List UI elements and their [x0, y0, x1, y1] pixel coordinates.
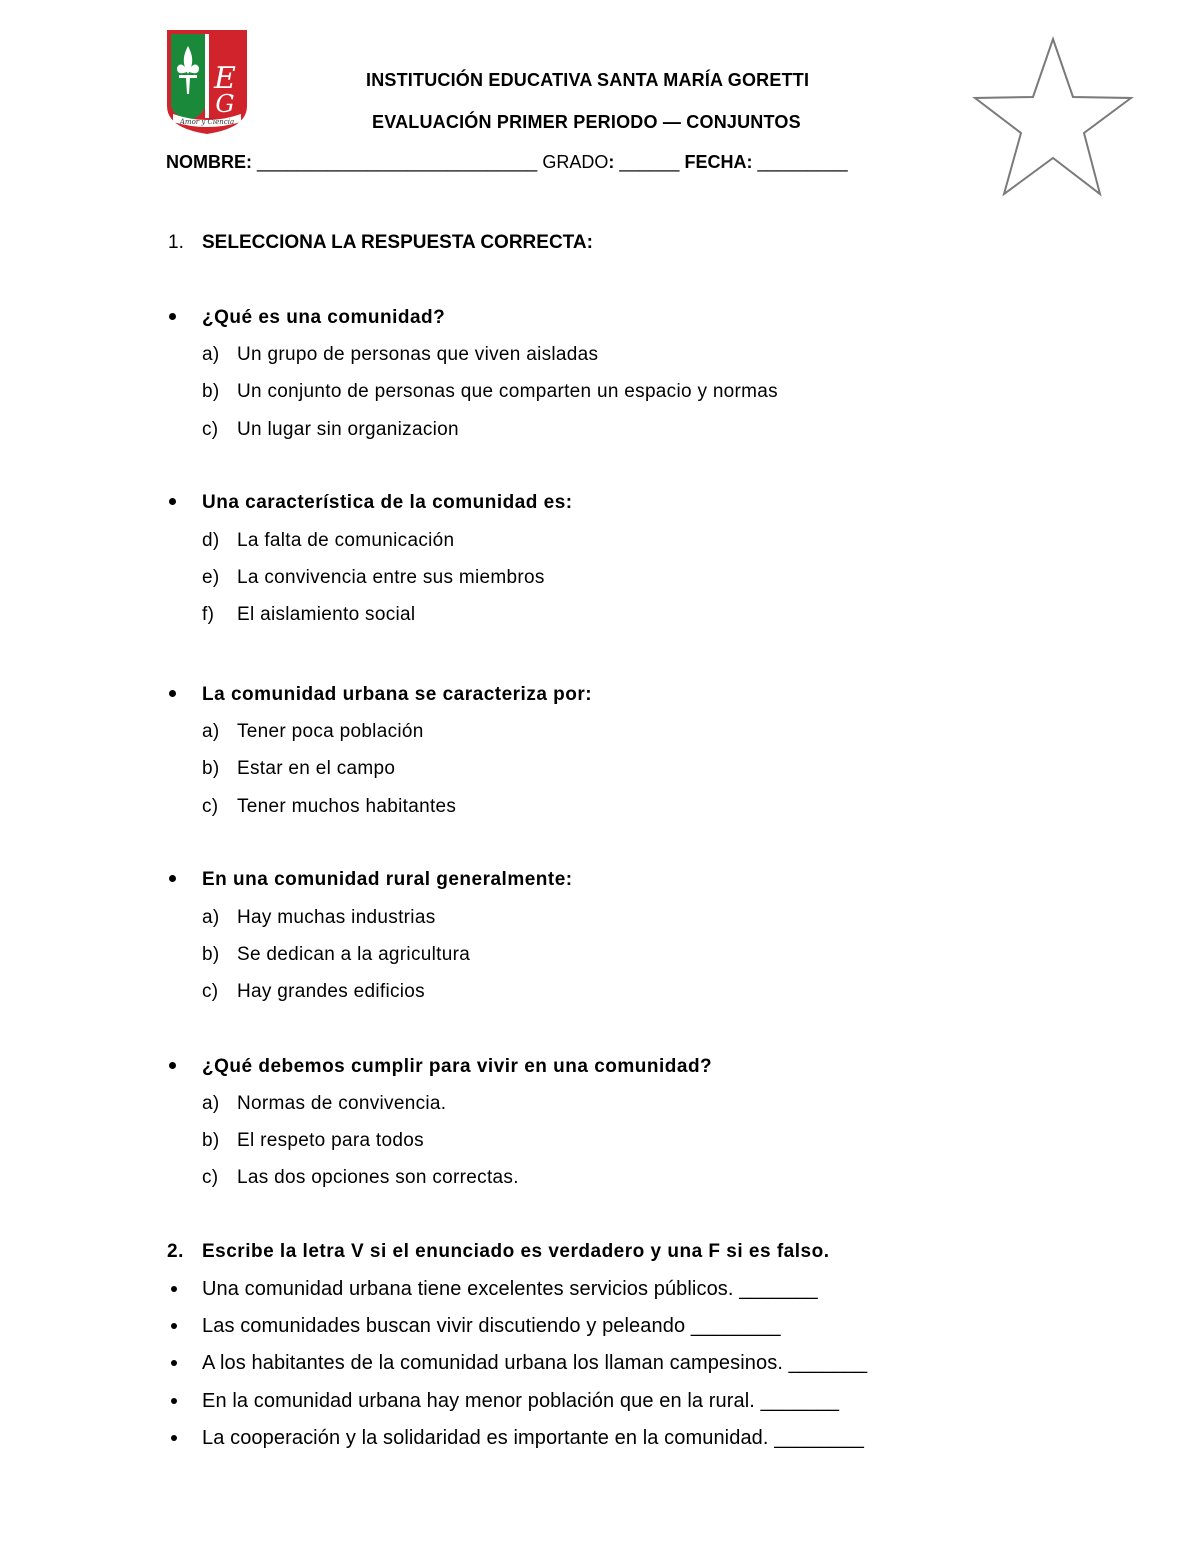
- option-letter: f): [202, 604, 215, 625]
- date-field[interactable]: _________: [757, 152, 848, 172]
- question-2: Una característica de la comunidad es:: [202, 492, 573, 513]
- grade-colon: :: [608, 152, 615, 172]
- option-letter: b): [202, 1130, 220, 1151]
- option-text: Un conjunto de personas que comparten un espacio y normas: [237, 381, 778, 402]
- option-letter: b): [202, 758, 220, 779]
- svg-text:E: E: [214, 61, 236, 96]
- option-text: Un grupo de personas que viven aisladas: [237, 344, 599, 365]
- section-2-title: Escribe la letra V si el enunciado es verdadero y una F si es falso.: [202, 1241, 830, 1262]
- option-text: Las dos opciones son correctas.: [237, 1167, 519, 1188]
- student-info-line: [166, 152, 848, 173]
- school-shield-icon: [165, 28, 249, 136]
- question-1: ¿Qué es una comunidad?: [202, 307, 446, 328]
- option-text: La falta de comunicación: [237, 530, 455, 551]
- statement-5: La cooperación y la solidaridad es importante en la comunidad. ________: [202, 1427, 864, 1449]
- option-text: Estar en el campo: [237, 758, 396, 779]
- name-label: NOMBRE:: [166, 152, 252, 172]
- option-letter: b): [202, 944, 220, 965]
- option-letter: c): [202, 419, 219, 440]
- statement-3: A los habitantes de la comunidad urbana los llaman campesinos. _______: [202, 1352, 868, 1374]
- question-5: ¿Qué debemos cumplir para vivir en una comunidad?: [202, 1056, 713, 1077]
- bullet-icon: [169, 1062, 176, 1069]
- section-1-number: 1.: [168, 232, 184, 253]
- option-text: Tener poca población: [237, 721, 424, 742]
- bullet-icon: [171, 1435, 177, 1441]
- question-3: La comunidad urbana se caracteriza por:: [202, 684, 593, 705]
- name-field[interactable]: ____________________________: [257, 152, 538, 172]
- option-letter: a): [202, 1093, 220, 1114]
- option-text: Tener muchos habitantes: [237, 796, 457, 817]
- bullet-icon: [169, 313, 176, 320]
- option-letter: e): [202, 567, 220, 588]
- option-letter: a): [202, 344, 220, 365]
- bullet-icon: [169, 875, 176, 882]
- date-label: FECHA:: [684, 152, 753, 172]
- option-text: Hay grandes edificios: [237, 981, 425, 1002]
- option-text: La convivencia entre sus miembros: [237, 567, 545, 588]
- exam-title: EVALUACIÓN PRIMER PERIODO — CONJUNTOS: [372, 112, 801, 132]
- logo-motto: Amor y Ciencia: [179, 118, 235, 126]
- bullet-icon: [169, 690, 176, 697]
- bullet-icon: [171, 1360, 177, 1366]
- statement-4: En la comunidad urbana hay menor población que en la rural. _______: [202, 1390, 840, 1412]
- option-letter: a): [202, 907, 220, 928]
- option-text: Normas de convivencia.: [237, 1093, 447, 1114]
- question-4: En una comunidad rural generalmente:: [202, 869, 573, 890]
- bullet-icon: [171, 1398, 177, 1404]
- statement-2: Las comunidades buscan vivir discutiendo y peleando ________: [202, 1315, 781, 1337]
- option-text: Hay muchas industrias: [237, 907, 436, 928]
- section-1-title: SELECCIONA LA RESPUESTA CORRECTA:: [202, 232, 593, 253]
- grade-label: GRADO: [542, 152, 609, 172]
- school-logo: [165, 28, 249, 136]
- section-2-number: 2.: [167, 1241, 184, 1262]
- option-letter: b): [202, 381, 220, 402]
- option-letter: a): [202, 721, 220, 742]
- institution-name: INSTITUCIÓN EDUCATIVA SANTA MARÍA GORETTI: [366, 70, 810, 90]
- option-text: El respeto para todos: [237, 1130, 424, 1151]
- option-text: El aislamiento social: [237, 604, 416, 625]
- star-outline-icon: [972, 36, 1134, 198]
- svg-text:G: G: [215, 90, 235, 118]
- bullet-icon: [169, 498, 176, 505]
- option-letter: c): [202, 796, 219, 817]
- option-text: Un lugar sin organizacion: [237, 419, 459, 440]
- option-letter: c): [202, 1167, 219, 1188]
- grade-field[interactable]: ______: [619, 152, 680, 172]
- option-letter: d): [202, 530, 220, 551]
- option-letter: c): [202, 981, 219, 1002]
- bullet-icon: [171, 1323, 177, 1329]
- option-text: Se dedican a la agricultura: [237, 944, 471, 965]
- statement-1: Una comunidad urbana tiene excelentes servicios públicos. _______: [202, 1278, 818, 1300]
- bullet-icon: [171, 1286, 177, 1292]
